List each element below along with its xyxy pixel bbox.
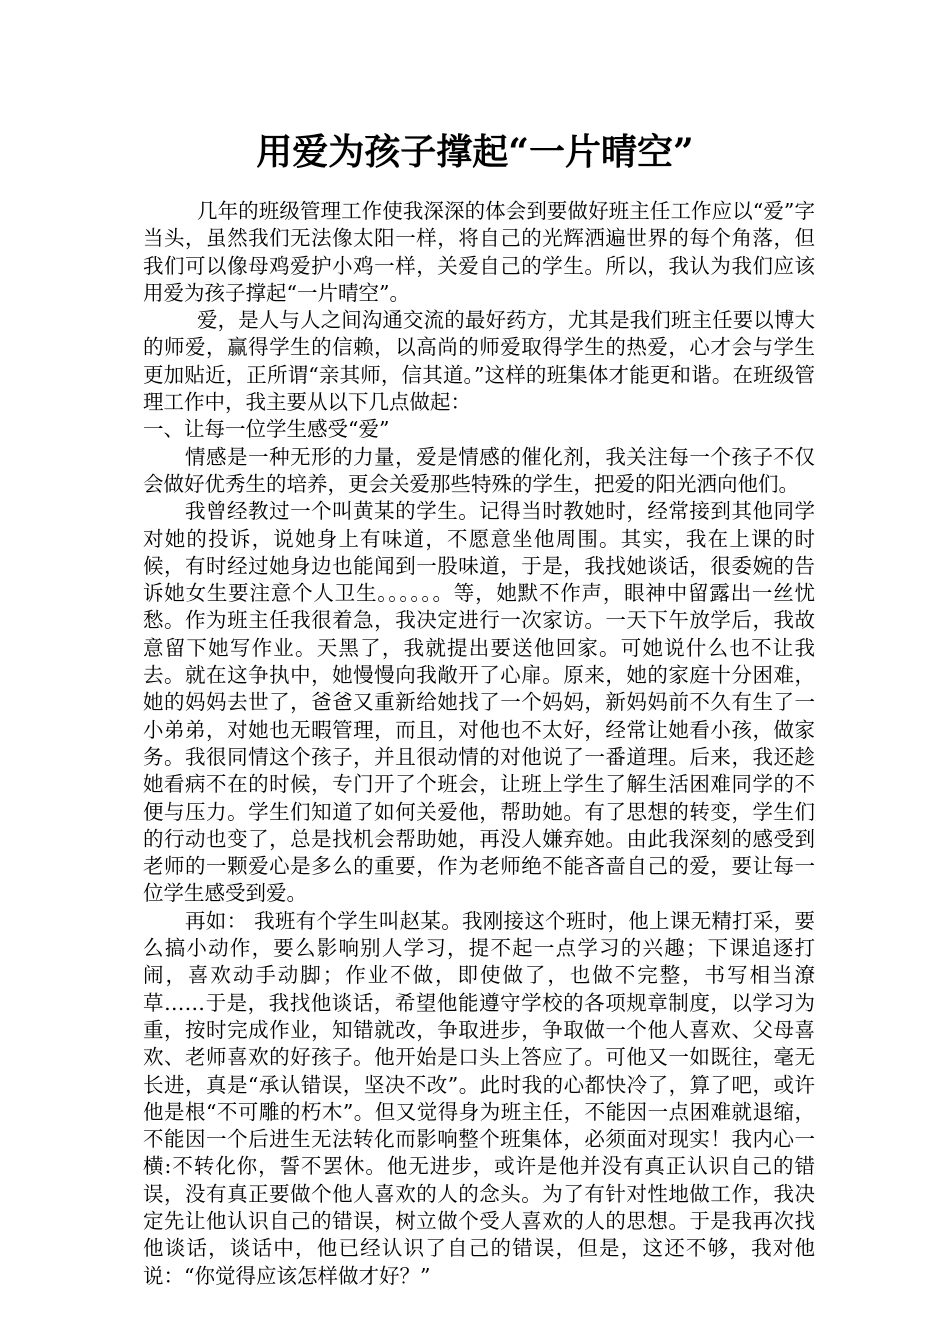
paragraph-student-huang: 我曾经教过一个叫黄某的学生。记得当时教她时，经常接到其他同学对她的投诉，说她身上有味道，不愿意坐他周围。其实，我在上课的时候，有时经过她身边也能闻到一股味道，于是，我找她谈话，很委婉的告诉她女生要注意个人卫生。。。。。。等，她默不作声，眼神中留露出一丝忧愁。作为班主任我很着急，我决定进行一次家访。一天下午放学后，我故意留下她写作业。天黑了，我就提出要送他回家。可她说什么也不让我去。就在这争执中，她慢慢向我敞开了心扉。原来，她的家庭十分困难，她的妈妈去世了，爸爸又重新给她找了一个妈妈，新妈妈前不久有生了一小弟弟，对她也无暇管理，而且，对他也不太好，经常让她看小孩，做家务。我很同情这个孩子，并且很动情的对他说了一番道理。后来，我还趁她看病不在的时候，专门开了个班会，让班上学生了解生活困难同学的不便与压力。学生们知道了如何关爱他，帮助她。有了思想的转变，学生们的行动也变了，总是找机会帮助她，再没人嫌弃她。由此我深刻的感受到老师的一颗爱心是多么的重要，作为老师绝不能吝啬自己的爱，要让每一位学生感受到爱。	[143, 499, 815, 906]
paragraph-emotion: 情感是一种无形的力量，爱是情感的催化剂，我关注每一个孩子不仅会做好优秀生的培养，更会关爱那些特殊的学生，把爱的阳光洒向他们。	[143, 444, 815, 496]
paragraph-love-remedy: 爱，是人与人之间沟通交流的最好药方，尤其是我们班主任要以博大的师爱，赢得学生的信赖，以高尚的师爱取得学生的热爱，心才会与学生更加贴近，正所谓“亲其师，信其道。”这样的班集体才能更和谐。在班级管理工作中，我主要从以下几点做起：	[143, 308, 815, 415]
section-heading-1: 一、让每一位学生感受“爱”	[143, 417, 390, 442]
paragraph-student-zhao: 再如： 我班有个学生叫赵某。我刚接这个班时，他上课无精打采，要么搞小动作，要么影响别人学习，提不起一点学习的兴趣；下课追逐打闹，喜欢动手动脚；作业不做，即使做了，也做不完整，书写相当潦草……于是，我找他谈话，希望他能遵守学校的各项规章制度，以学习为重，按时完成作业，知错就改，争取进步，争取做一个他人喜欢、父母喜欢、老师喜欢的好孩子。他开始是口头上答应了。可他又一如既往，毫无长进，真是“承认错误，坚决不改”。此时我的心都快冷了，算了吧，或许他是根“不可雕的朽木”。但又觉得身为班主任，不能因一点困难就退缩，不能因一个后进生无法转化而影响整个班集体，必须面对现实！我内心一横:不转化你，誓不罢休。他无进步，或许是他并没有真正认识自己的错误，没有真正要做个他人喜欢的人的念头。为了有针对性地做工作，我决定先让他认识自己的错误，树立做个受人喜欢的人的思想。于是我再次找他谈话，谈话中，他已经认识了自己的错误，但是，这还不够，我对他说：“你觉得应该怎样做才好？”	[143, 908, 815, 1288]
paragraph-intro: 几年的班级管理工作使我深深的体会到要做好班主任工作应以“爱”字当头，虽然我们无法像太阳一样，将自己的光辉洒遍世界的每个角落，但我们可以像母鸡爱护小鸡一样，关爱自己的学生。所以，我认为我们应该用爱为孩子撑起“一片晴空”。	[143, 199, 815, 305]
document-body	[143, 198, 815, 1290]
document-title: 用爱为孩子撑起“一片晴空”	[256, 131, 694, 173]
